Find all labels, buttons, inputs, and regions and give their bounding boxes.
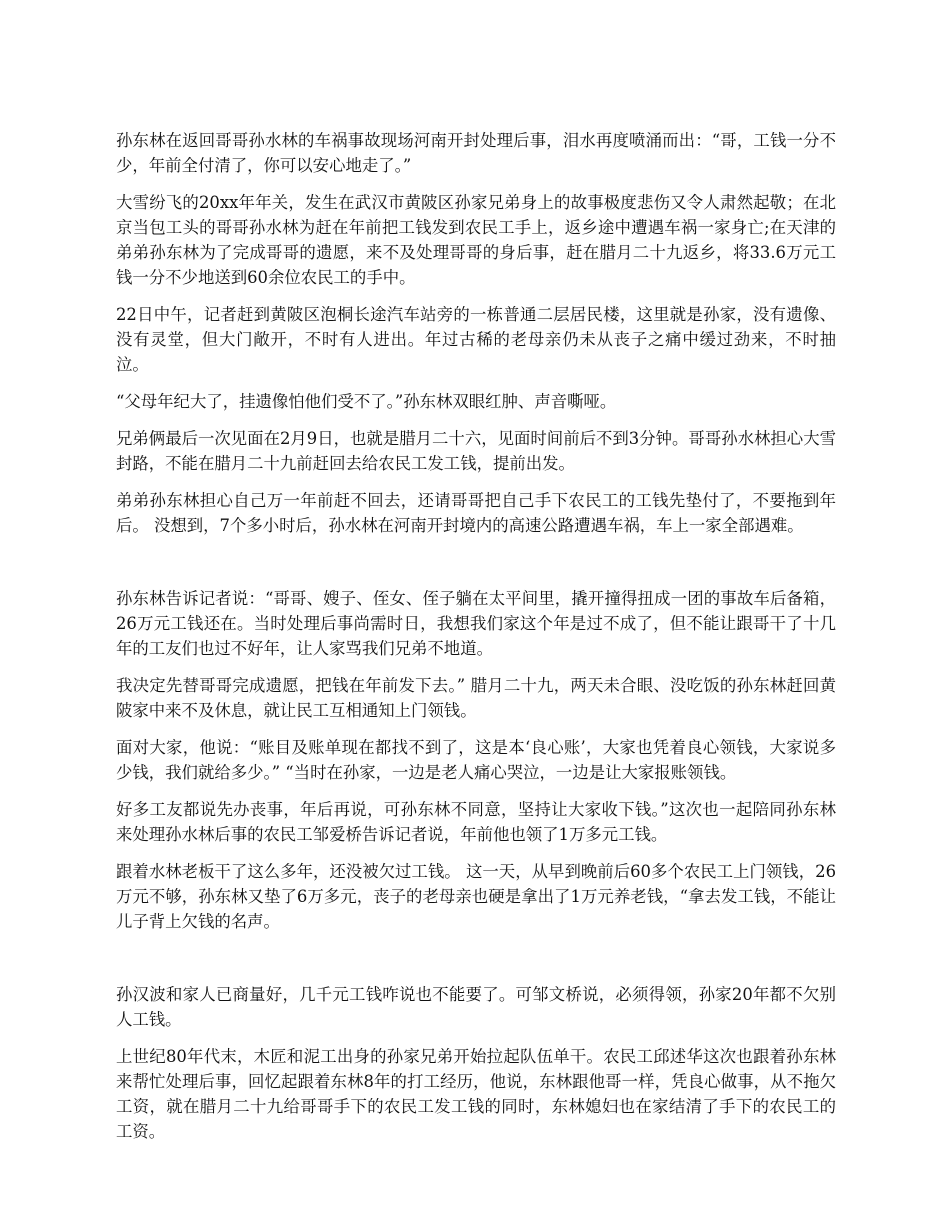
- paragraph: 22日中午，记者赶到黄陂区泡桐长途汽车站旁的一栋普通二层居民楼，这里就是孙家，没有遗像、没有灵堂，但大门敞开，不时有人进出。年过古稀的老母亲仍未从丧子之痛中缓过劲来，不时抽泣。: [116, 305, 836, 374]
- paragraph: 我决定先替哥哥完成遗愿，把钱在年前发下去。” 腊月二十九，两天未合眼、没吃饭的孙东林赶回黄陂家中来不及休息，就让民工互相通知上门领钱。: [116, 676, 836, 720]
- paragraph: 面对大家，他说：“账目及账单现在都找不到了，这是本‘良心账’，大家也凭着良心领钱，大家说多少钱，我们就给多少。” “当时在孙家，一边是老人痛心哭泣，一边是让大家报账领钱。: [116, 738, 836, 782]
- paragraph: 弟弟孙东林担心自己万一年前赶不回去，还请哥哥把自己手下农民工的工钱先垫付了，不要拖到年后。 没想到，7个多小时后，孙水林在河南开封境内的高速公路遭遇车祸，车上一家全部遇难。: [116, 491, 836, 535]
- section-gap: [116, 550, 836, 586]
- paragraph: 孙东林告诉记者说：“哥哥、嫂子、侄女、侄子躺在太平间里，撬开撞得扭成一团的事故车后备箱，26万元工钱还在。当时处理后事尚需时日，我想我们家这个年是过不成了，但不能让跟哥干了十几年的工友们也过不好年，让人家骂我们兄弟不地道。: [116, 589, 836, 658]
- paragraph: 兄弟俩最后一次见面在2月9日，也就是腊月二十六，见面时间前后不到3分钟。哥哥孙水林担心大雪封路，不能在腊月二十九前赶回去给农民工发工钱，提前出发。: [116, 429, 836, 473]
- paragraph: 孙汉波和家人已商量好，几千元工钱咋说也不能要了。可邹文桥说，必须得领，孙家20年都不欠别人工钱。: [116, 985, 836, 1029]
- paragraph: 跟着水林老板干了这么多年，还没被欠过工钱。 这一天，从早到晚前后60多个农民工上门领钱，26万元不够，孙东林又垫了6万多元，丧子的老母亲也硬是拿出了1万元养老钱，“拿去发工钱，不能让儿子背上欠钱的名声。: [116, 862, 836, 931]
- paragraph: 好多工友都说先办丧事，年后再说，可孙东林不同意，坚持让大家收下钱。”这次也一起陪同孙东林来处理孙水林后事的农民工邹爱桥告诉记者说，年前他也领了1万多元工钱。: [116, 800, 836, 844]
- paragraph: 孙东林在返回哥哥孙水林的车祸事故现场河南开封处理后事，泪水再度喷涌而出：“哥，工钱一分不少，年前全付清了，你可以安心地走了。”: [116, 131, 836, 175]
- paragraph: 大雪纷飞的20xx年年关，发生在武汉市黄陂区孙家兄弟身上的故事极度悲伤又令人肃然起敬；在北京当包工头的哥哥孙水林为赶在年前把工钱发到农民工手上，返乡途中遭遇车祸一家身亡;在天津的弟弟孙东林为了完成哥哥的遗愿，来不及处理哥哥的身后事，赶在腊月二十九返乡，将33.6万元工钱一分不少地送到60余位农民工的手中。: [116, 193, 836, 287]
- article-body: [116, 128, 836, 1156]
- paragraph: 上世纪80年代末，木匠和泥工出身的孙家兄弟开始拉起队伍单干。农民工邱述华这次也跟着孙东林来帮忙处理后事，回忆起跟着东林8年的打工经历，他说，东林跟他哥一样，凭良心做事，从不拖欠工资，就在腊月二十九给哥哥手下的农民工发工钱的同时，东林媳妇也在家结清了手下的农民工的工资。: [116, 1047, 836, 1141]
- section-gap: [116, 946, 836, 982]
- paragraph: “父母年纪大了，挂遗像怕他们受不了。”孙东林双眼红肿、声音嘶哑。: [116, 392, 617, 411]
